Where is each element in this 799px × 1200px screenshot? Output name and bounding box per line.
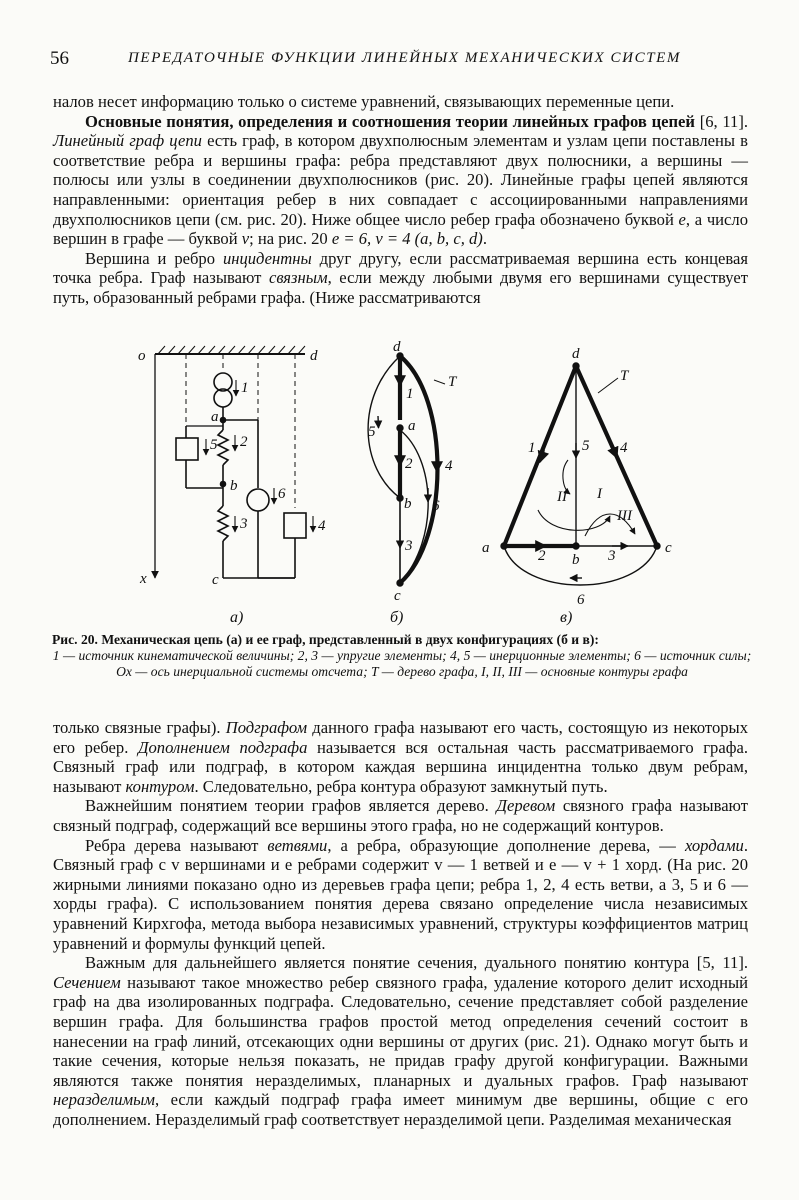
section-heading: Основные понятия, определения и соотношения теории линейных графов цепей	[85, 111, 695, 131]
paragraph: налов несет информацию только о системе уравнений, связывающих переменные цепи.	[53, 92, 675, 111]
element-6-label: 6	[278, 486, 286, 502]
text-run: Важным для дальнейшего является понятие сечения, дуального понятию контура [5, 11].	[85, 953, 748, 973]
element-1-label: 1	[241, 380, 249, 396]
contour-I-label: I	[597, 486, 602, 502]
edge-2-label: 2	[405, 456, 413, 472]
text-run: называется вся остальная часть рассматриваемого графа. Связный граф или подграф, в котором каждая вершина инцидентна только двум ребрам, называют	[53, 737, 748, 796]
term: Линейный граф цепи	[53, 131, 202, 151]
text-run: ; на рис. 20	[249, 229, 332, 249]
sublabel-a: а)	[230, 609, 244, 626]
edge-1-label: 1	[406, 386, 414, 402]
edge-4-label: 4	[620, 440, 628, 456]
symbol: v	[241, 229, 250, 249]
page-header	[50, 48, 750, 78]
figure-20	[120, 338, 680, 628]
term: Деревом	[496, 796, 556, 816]
paragraph	[53, 718, 748, 796]
paragraph	[53, 836, 748, 954]
text-run: Важнейшим понятием теории графов является дерево.	[85, 796, 497, 816]
term: контуром	[125, 776, 195, 796]
sublabel-c: в)	[560, 609, 573, 626]
element-3-label: 3	[240, 516, 248, 532]
term: Сечением	[53, 972, 121, 992]
paragraph	[53, 953, 748, 1129]
text-block-bottom	[53, 718, 748, 1129]
axis-x-label: x	[140, 571, 147, 587]
term: неразделимым	[53, 1090, 155, 1110]
edge-1-label: 1	[528, 440, 536, 456]
text-run: есть граф, в котором двухполюсным элементам и узлам цепи поставлены в соответствие ребра и вершины графа: ребра представляют двух полюсники, а вершины — полюсы или узлы в соединении двухполюсников (рис. 20). Линейные графы цепей являются направленными: ориентация ребер в них совпадает с ассоциированными направлениями двухполюсников цепи (см. рис. 20). Ниже общее число ребер графа обозначено буквой	[53, 131, 748, 229]
edge-5-label: 5	[368, 424, 376, 440]
term: связным	[268, 268, 328, 288]
panel-sublabels	[230, 609, 572, 626]
panel-c-labels	[482, 346, 672, 608]
term: инцидентны	[222, 248, 312, 268]
citation: [6, 11].	[695, 111, 749, 131]
vertex-d-label: d	[393, 339, 401, 355]
text-run: .	[482, 229, 487, 249]
text-run: связного графа называют связный подграф, содержащий все вершины этого графа, но не содержащий контуров.	[53, 796, 748, 835]
tree-pointer	[434, 380, 445, 384]
paragraph-definitions	[53, 112, 748, 249]
node-b-label: b	[230, 478, 238, 494]
term: ветвями	[267, 835, 328, 855]
sublabel-b: б)	[390, 609, 404, 626]
vertex-a-label: a	[482, 540, 490, 556]
tree-pointer	[598, 378, 618, 393]
vertex-c-label: c	[665, 540, 672, 556]
contour-III-label: III	[617, 508, 632, 524]
edge-6-label: 6	[577, 592, 585, 608]
text-block-top	[53, 92, 748, 308]
text-run: , если каждый подграф графа имеет минимум две вершины, общие с его дополнением. Неразделимый граф соответствует неразделимой цепи. Разделимая механическая	[53, 1090, 748, 1129]
text-run: данного графа называют его часть, состоящую из некоторых его ребер.	[53, 718, 748, 757]
symbol: e	[678, 209, 686, 229]
text-run: друг другу, если рассматриваемая вершина есть концевая точка ребра. Граф называют	[53, 248, 748, 288]
edge-6-label: 6	[432, 498, 440, 514]
panel-c-graph	[501, 363, 660, 585]
term: Дополнением подграфа	[137, 737, 308, 757]
text-run: , а число вершин в графе — буквой	[53, 209, 748, 249]
node-o-label: o	[138, 348, 146, 364]
edge-5-label: 5	[582, 438, 590, 454]
running-title: ПЕРЕДАТОЧНЫЕ ФУНКЦИИ ЛИНЕЙНЫХ МЕХАНИЧЕСКИХ СИСТЕМ	[128, 50, 682, 66]
text-run: . Следовательно, ребра контура образуют замкнутый путь.	[194, 776, 608, 796]
edge-2-label: 2	[538, 548, 546, 564]
vertex-a-label: a	[408, 418, 416, 434]
vertex-b-label: b	[404, 496, 412, 512]
paragraph	[53, 249, 748, 308]
figure-caption	[52, 632, 752, 680]
tree-label: T	[620, 368, 629, 384]
panel-a-circuit	[155, 346, 313, 578]
text-run: Вершина и ребро	[85, 248, 223, 268]
page-number: 56	[50, 48, 69, 69]
equation: e = 6, v = 4 (a, b, c, d)	[331, 229, 483, 249]
text-run: . Связный граф с v вершинами и e ребрами содержит v — 1 ветвей и e — v + 1 хорд. (На рис. 20 жирными линиями показано одно из деревьев графа цепи; ребра 1, 2, 4 есть ветви, а 3, 5 и 6 — хорды графа). С использованием понятия дерева связано определение числа независимых уравнений Кирхгофа, метода выбора независимых уравнений, структуры коэффициентов матриц уравнений и формулы функций цепей.	[53, 835, 748, 953]
tree-label: T	[448, 374, 457, 390]
vertex-c-label: c	[394, 588, 401, 604]
vertex-d-label: d	[572, 346, 580, 362]
text-run: , а ребра, образующие дополнение дерева, —	[327, 835, 685, 855]
text-run: только связные графы).	[53, 718, 226, 737]
contour-II-label: II	[557, 489, 567, 505]
paragraph	[53, 796, 748, 835]
text-run: Ребра дерева называют	[85, 835, 268, 855]
node-c-label: c	[212, 572, 219, 588]
node-a-label: a	[211, 409, 219, 425]
caption-legend: 1 — источник кинематической величины; 2, 3 — упругие элементы; 4, 5 — инерционные элементы; 6 — источник силы; Ox — ось инерциальной системы отсчета; T — дерево графа, I, II, III — основные контуры графа	[52, 648, 752, 679]
edge-3-label: 3	[608, 548, 616, 564]
node-d-label: d	[310, 348, 318, 364]
term: хордами	[684, 835, 744, 855]
edge-3-label: 3	[405, 538, 413, 554]
caption-title: Рис. 20. Механическая цепь (а) и ее граф, представленный в двух конфигурациях (б и в):	[52, 632, 599, 647]
element-5-label: 5	[210, 437, 218, 453]
element-2-label: 2	[240, 434, 248, 450]
term: Подграфом	[225, 718, 308, 737]
text-run: , если между любыми двумя его вершинами существует путь, образованный ребрами графа. (Ниже рассматриваются	[53, 268, 748, 307]
edge-4-label: 4	[445, 458, 453, 474]
panel-b-graph	[368, 353, 437, 586]
text-run: называют такое множество ребер связного графа, удаление которого делит исходный граф на два изолированных подграфа. Следовательно, сечение представляет собой разделение вершин графа. Для большинства графов простой метод определения сечений состоит в нанесении на граф линий, отсекающих одни вершины от других (рис. 21). Однако могут быть и такие сечения, которые нельзя показать, не придав графу другой конфигурации. Важными являются также понятия неразделимых, планарных и дуальных графов. Граф называют	[53, 972, 748, 1090]
element-4-label: 4	[318, 518, 326, 534]
vertex-b-label: b	[572, 552, 580, 568]
